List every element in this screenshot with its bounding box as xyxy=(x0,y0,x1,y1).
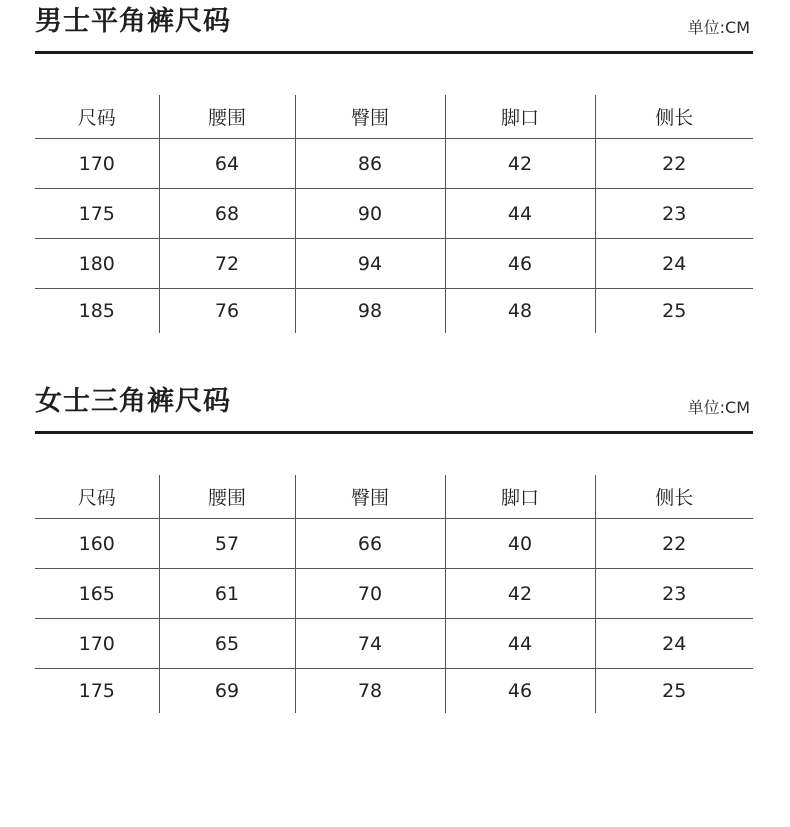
cell-hip: 78 xyxy=(295,669,445,714)
table-row xyxy=(35,669,753,714)
cell-hip: 70 xyxy=(295,569,445,619)
cell-side-length: 24 xyxy=(595,619,753,669)
size-table xyxy=(35,95,753,333)
section-title: 男士平角裤尺码 xyxy=(35,6,231,37)
header-side-length: 侧长 xyxy=(595,95,753,139)
cell-leg-opening: 46 xyxy=(445,669,595,714)
section-title: 女士三角裤尺码 xyxy=(35,386,231,417)
cell-waist: 64 xyxy=(159,139,295,189)
cell-size: 185 xyxy=(78,300,115,322)
cell-hip: 86 xyxy=(295,139,445,189)
cell-hip: 90 xyxy=(295,189,445,239)
table-row xyxy=(35,289,753,334)
cell-hip: 74 xyxy=(295,619,445,669)
header-hip: 臀围 xyxy=(295,95,445,139)
header-waist: 腰围 xyxy=(159,95,295,139)
cell-size: 165 xyxy=(35,569,159,619)
cell-hip: 66 xyxy=(295,519,445,569)
header-leg-opening: 脚口 xyxy=(445,475,595,519)
table-row xyxy=(35,139,753,189)
table-header-row xyxy=(35,475,753,519)
cell-waist: 72 xyxy=(159,239,295,289)
cell-size: 160 xyxy=(35,519,159,569)
table-row xyxy=(35,569,753,619)
table-row xyxy=(35,619,753,669)
cell-leg-opening: 44 xyxy=(445,189,595,239)
cell-waist: 61 xyxy=(159,569,295,619)
cell-waist: 69 xyxy=(159,669,295,714)
cell-size: 175 xyxy=(78,680,115,702)
cell-leg-opening: 48 xyxy=(445,289,595,334)
cell-waist: 68 xyxy=(159,189,295,239)
cell-size: 180 xyxy=(35,239,159,289)
cell-side-length: 22 xyxy=(595,519,753,569)
cell-waist: 57 xyxy=(159,519,295,569)
cell-waist: 76 xyxy=(159,289,295,334)
header-hip: 臀围 xyxy=(295,475,445,519)
unit-label: 单位:CM xyxy=(687,18,750,37)
cell-side-length: 23 xyxy=(595,569,753,619)
cell-leg-opening: 40 xyxy=(445,519,595,569)
cell-size: 175 xyxy=(35,189,159,239)
cell-hip: 94 xyxy=(295,239,445,289)
cell-side-length: 23 xyxy=(595,189,753,239)
unit-label: 单位:CM xyxy=(687,398,750,417)
table-row xyxy=(35,519,753,569)
title-divider xyxy=(35,431,753,434)
table-row xyxy=(35,239,753,289)
table-row xyxy=(35,189,753,239)
header-waist: 腰围 xyxy=(159,475,295,519)
header-leg-opening: 脚口 xyxy=(445,95,595,139)
size-table xyxy=(35,475,753,713)
table-header-row xyxy=(35,95,753,139)
cell-side-length: 24 xyxy=(595,239,753,289)
cell-side-length: 25 xyxy=(595,289,753,334)
cell-leg-opening: 46 xyxy=(445,239,595,289)
cell-waist: 65 xyxy=(159,619,295,669)
cell-leg-opening: 42 xyxy=(445,139,595,189)
cell-leg-opening: 42 xyxy=(445,569,595,619)
cell-hip: 98 xyxy=(295,289,445,334)
cell-size: 170 xyxy=(35,139,159,189)
header-side-length: 侧长 xyxy=(595,475,753,519)
header-size: 尺码 xyxy=(35,95,159,139)
cell-leg-opening: 44 xyxy=(445,619,595,669)
title-divider xyxy=(35,51,753,54)
cell-size: 170 xyxy=(35,619,159,669)
cell-side-length: 22 xyxy=(595,139,753,189)
header-size: 尺码 xyxy=(35,475,159,519)
cell-side-length: 25 xyxy=(595,669,753,714)
